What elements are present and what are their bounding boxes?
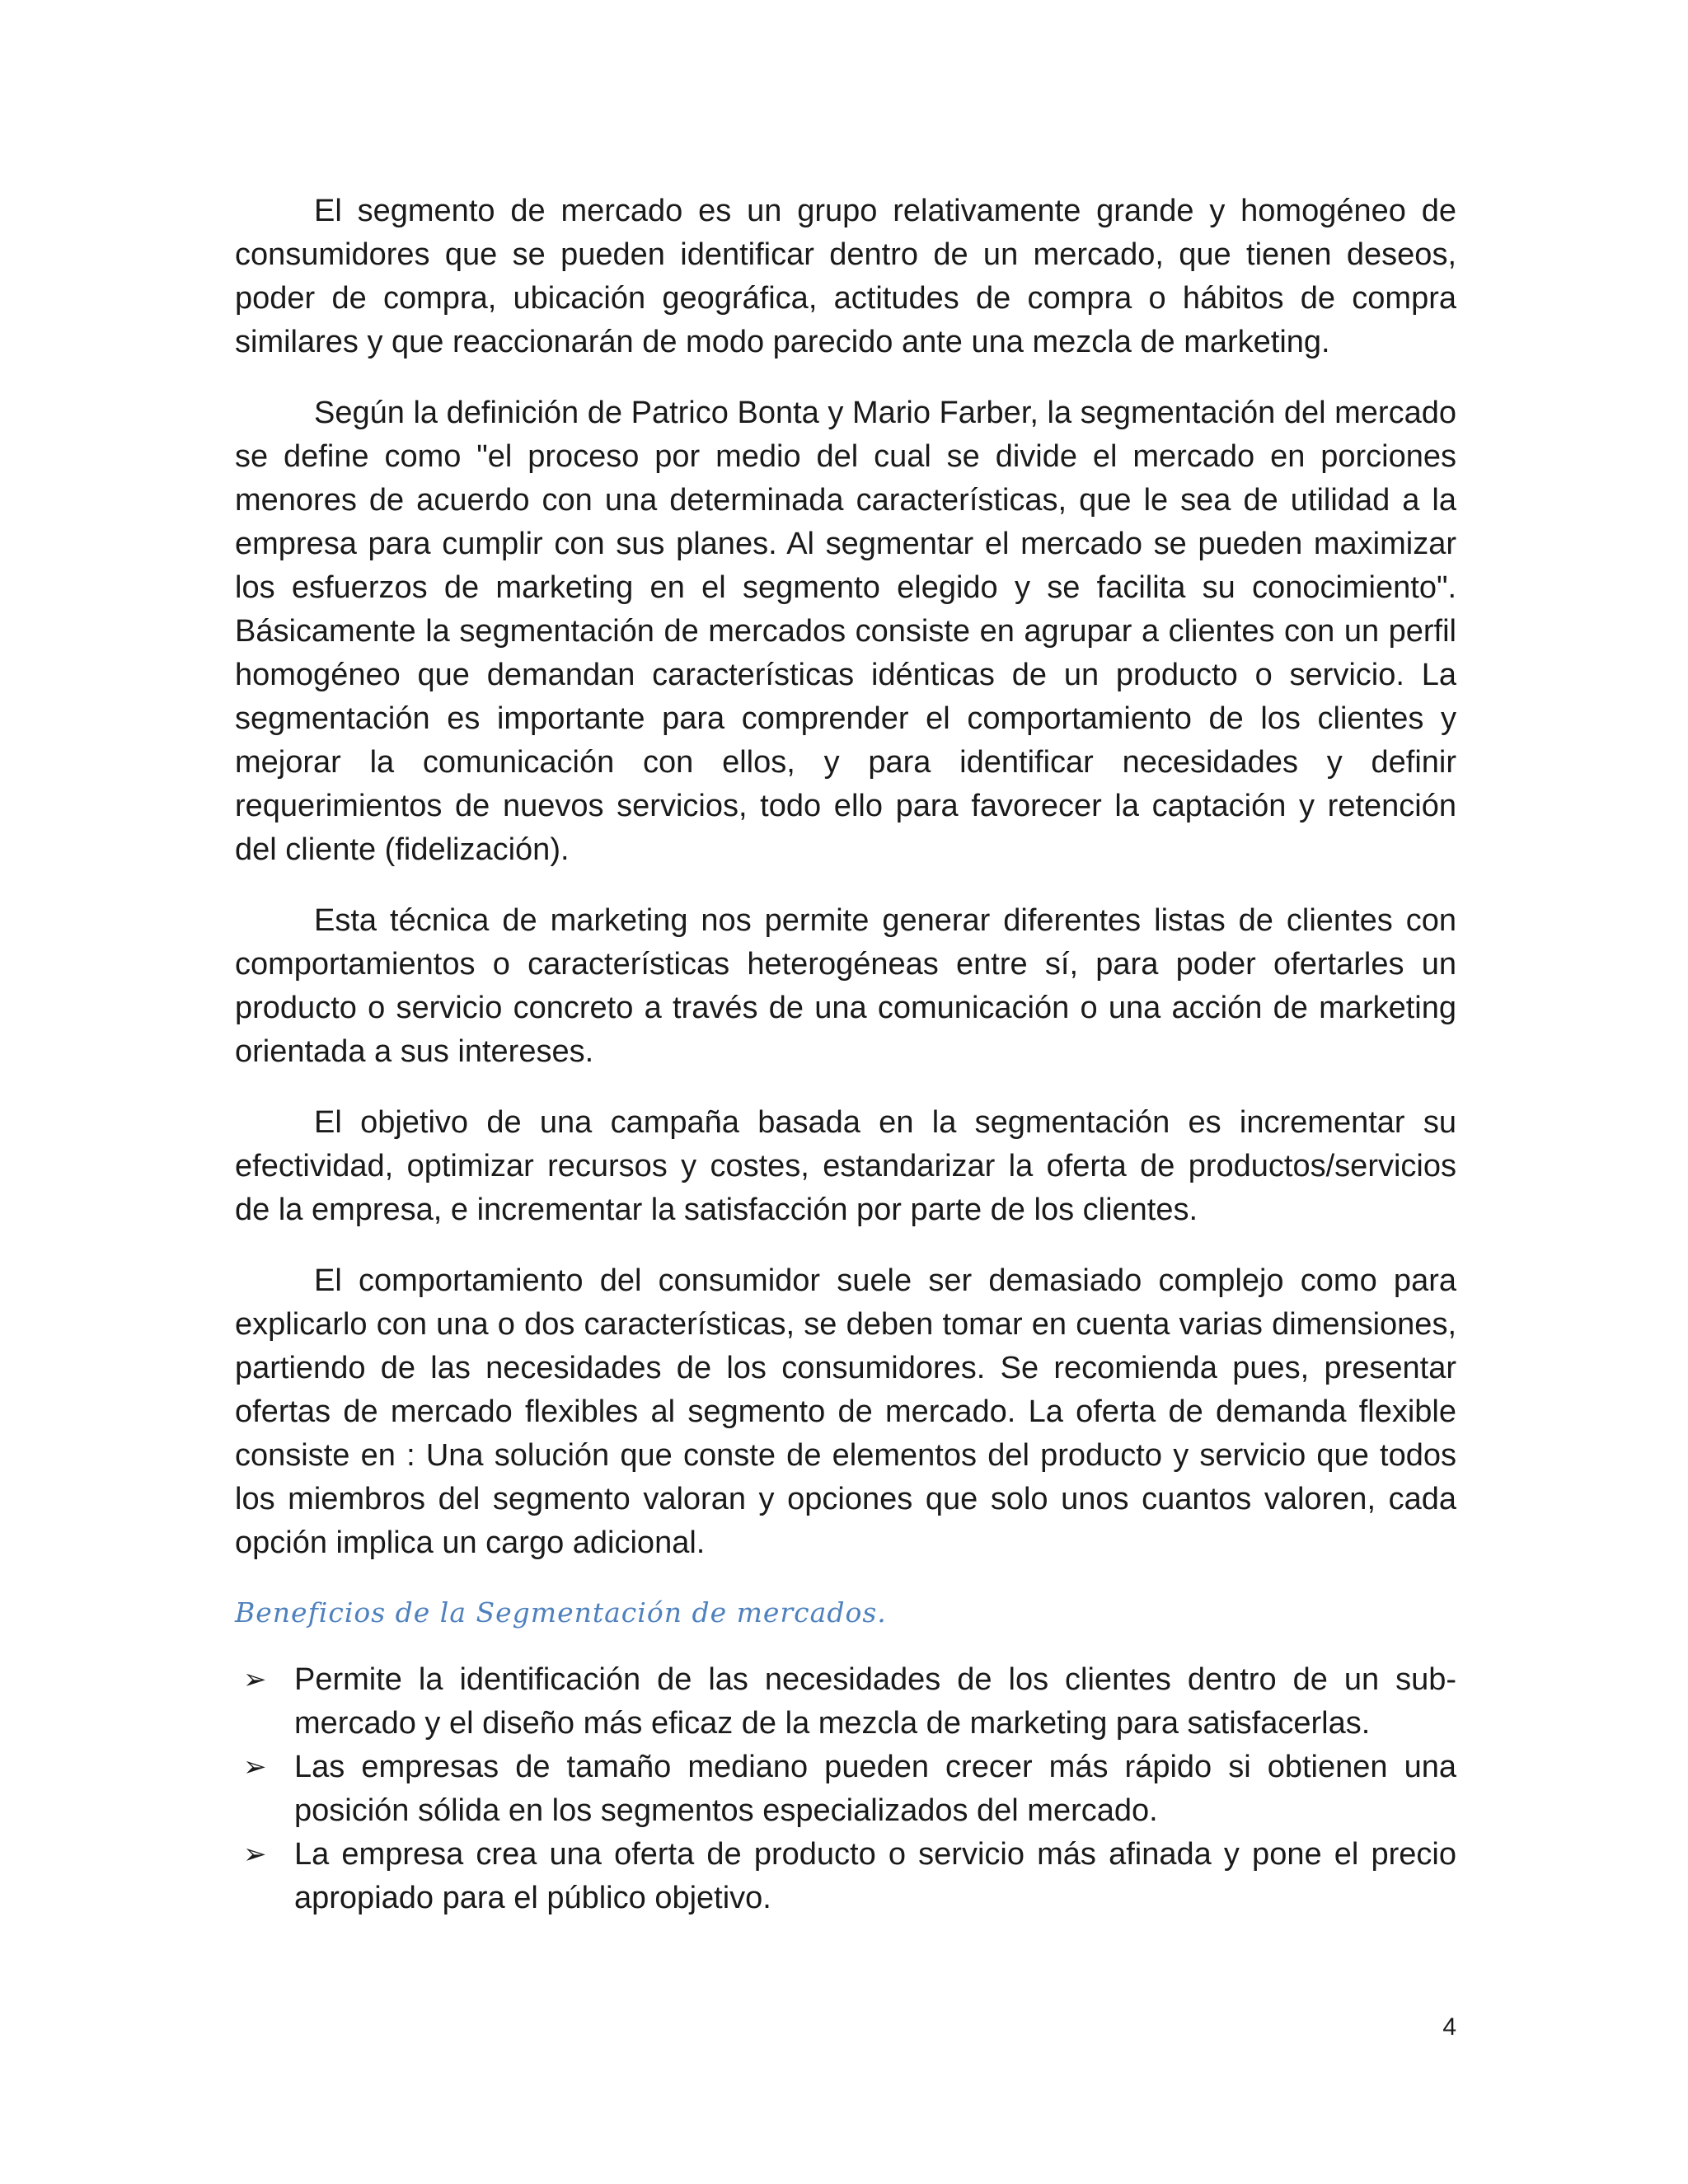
paragraph-marketing-technique: Esta técnica de marketing nos permite generar diferentes listas de clientes con comportamientos o características heterogéneas entre sí, para poder ofertarles un producto o servicio concreto a través de una comunicación o una acción de marketing orientada a sus intereses. [235,903,1456,1069]
list-item-text: Las empresas de tamaño mediano pueden crecer más rápido si obtienen una posición sólida en los segmentos especializados del mercado. [294,1750,1456,1828]
paragraph-campaign-objective: El objetivo de una campaña basada en la segmentación es incrementar su efectividad, optimizar recursos y costes, estandarizar la oferta de productos/servicios de la empresa, e incrementar la satisfacción por parte de los clientes. [235,1105,1456,1227]
list-item [235,1833,1456,1920]
arrow-bullet-icon: ➢ [243,1838,267,1871]
page-body [235,190,1456,1920]
section-heading-benefits: Beneficios de la Segmentación de mercados. [235,1596,887,1629]
paragraph-segment-definition: El segmento de mercado es un grupo relativamente grande y homogéneo de consumidores que se pueden identificar dentro de un mercado, que tienen deseos, poder de compra, ubicación geográfica, actitudes de compra o hábitos de compra similares y que reaccionarán de modo parecido ante una mezcla de marketing. [235,194,1456,359]
list-item-text: Permite la identificación de las necesidades de los clientes dentro de un sub-mercado y el diseño más eficaz de la mezcla de marketing para satisfacerlas. [294,1662,1456,1741]
benefits-list [235,1658,1456,1920]
list-item [235,1746,1456,1833]
list-item-text: La empresa crea una oferta de producto o servicio más afinada y pone el precio apropiado para el público objetivo. [294,1837,1456,1915]
paragraph-consumer-behavior: El comportamiento del consumidor suele ser demasiado complejo como para explicarlo con una o dos características, se deben tomar en cuenta varias dimensiones, partiendo de las necesidades de los consumidores. Se recomienda pues, presentar ofertas de mercado flexibles al segmento de mercado. La oferta de demanda flexible consiste en : Una solución que conste de elementos del producto y servicio que todos los miembros del segmento valoran y opciones que solo unos cuantos valoren, cada opción implica un cargo adicional. [235,1263,1456,1560]
paragraph-bonta-farber-definition: Según la definición de Patrico Bonta y Mario Farber, la segmentación del mercado se define como "el proceso por medio del cual se divide el mercado en porciones menores de acuerdo con una determinada características, que le sea de utilidad a la empresa para cumplir con sus planes. Al segmentar el mercado se pueden maximizar los esfuerzos de marketing en el segmento elegido y se facilita su conocimiento". Básicamente la segmentación de mercados consiste en agrupar a clientes con un perfil homogéneo que demandan características idénticas de un producto o servicio. La segmentación es importante para comprender el comportamiento de los clientes y mejorar la comunicación con ellos, y para identificar necesidades y definir requerimientos de nuevos servicios, todo ello para favorecer la captación y retención del cliente (fidelización). [235,396,1456,867]
page-number: 4 [1442,2013,1456,2041]
arrow-bullet-icon: ➢ [243,1750,267,1783]
arrow-bullet-icon: ➢ [243,1663,267,1696]
list-item [235,1658,1456,1746]
